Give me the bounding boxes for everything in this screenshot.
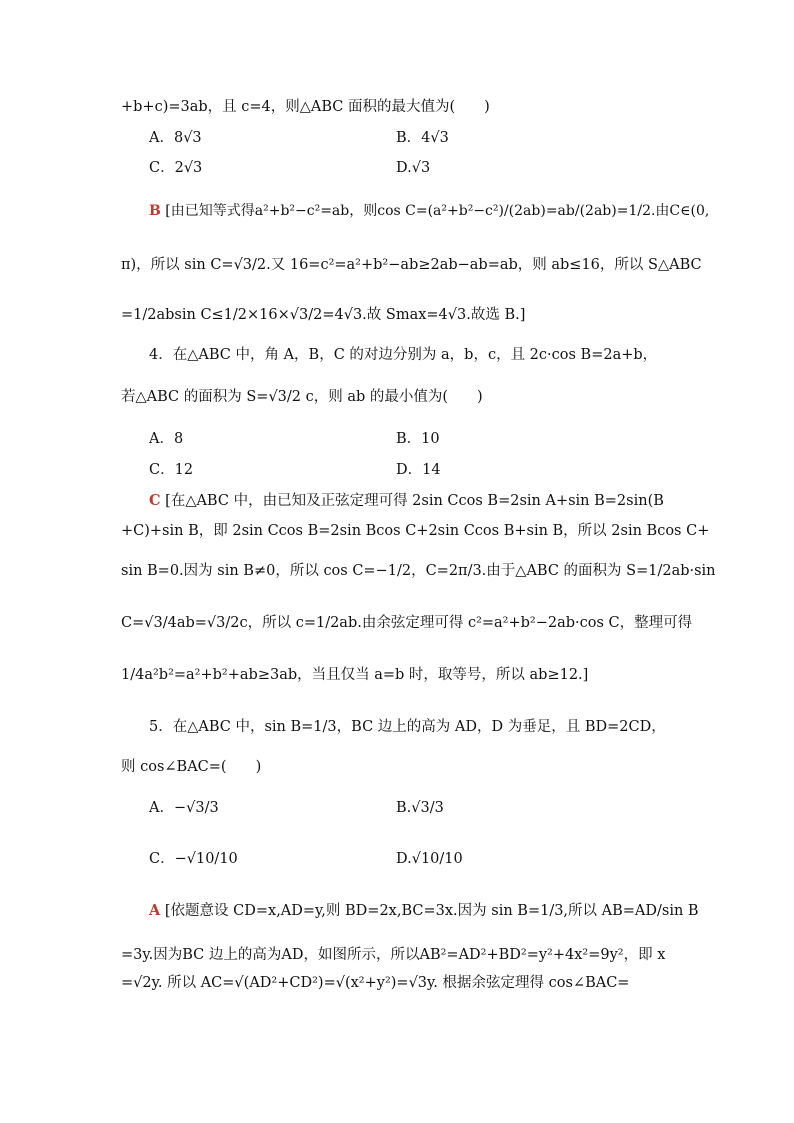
q5-answer-line1 xyxy=(149,900,699,922)
q5-stem-line1: 5．在△ABC 中，sin B=1/3，BC 边上的高为 AD，D 为垂足，且 BD=2CD， xyxy=(149,719,666,735)
q4-option-c: C．12 xyxy=(149,462,194,478)
q5-answer-letter: A xyxy=(149,902,161,919)
q4-solution-line3: sin B=0.因为 sin B≠0，所以 cos C=−1/2，C=2π/3.由于△ABC 的面积为 S=1/2ab·sin xyxy=(121,563,716,579)
q5-option-b: B.√3/3 xyxy=(396,800,444,816)
q5-solution-text: [依题意设 CD=x,AD=y,则 BD=2x,BC=3x.因为 sin B=1/3,所以 AB=AD/sin B xyxy=(164,903,699,919)
q4-solution-line2: +C)+sin B，即 2sin Ccos B=2sin Bcos C+2sin Ccos B+sin B，所以 2sin Bcos C+ xyxy=(121,523,710,539)
q3-solution-line3: =1/2absin C≤1/2×16×√3/2=4√3.故 Smax=4√3.故选 B.] xyxy=(121,307,526,323)
q3-answer-line1 xyxy=(149,200,709,222)
q4-option-a: A．8 xyxy=(149,431,184,447)
q5-option-c: C．−√10/10 xyxy=(149,851,238,867)
q4-answer-line1 xyxy=(149,490,664,512)
q4-solution-line5: 1/4a²b²=a²+b²+ab≥3ab，当且仅当 a=b 时，取等号，所以 ab≥12.] xyxy=(121,667,589,683)
q4-answer-letter: C xyxy=(149,492,161,509)
q3-stem-tail: +b+c)=3ab，且 c=4，则△ABC 面积的最大值为( ) xyxy=(121,99,490,115)
q3-solution-line2: π)，所以 sin C=√3/2.又 16=c²=a²+b²−ab≥2ab−ab=ab，则 ab≤16，所以 S△ABC xyxy=(121,257,702,273)
q4-solution-text: [在△ABC 中，由已知及正弦定理可得 2sin Ccos B=2sin A+sin B=2sin(B xyxy=(165,493,664,509)
q3-option-a: A．8√3 xyxy=(149,130,202,146)
q3-answer-letter: B xyxy=(149,203,161,219)
q5-option-a: A．−√3/3 xyxy=(149,800,219,816)
q5-solution-line3: =√2y. 所以 AC=√(AD²+CD²)=√(x²+y²)=√3y. 根据余弦定理得 cos∠BAC= xyxy=(121,975,630,991)
q3-solution-text: [由已知等式得a²+b²−c²=ab，则cos C=(a²+b²−c²)/(2ab)=ab/(2ab)=1/2.由C∈(0, xyxy=(165,203,710,219)
q4-option-d: D．14 xyxy=(396,462,441,478)
q5-stem-line2: 则 cos∠BAC=( ) xyxy=(121,759,262,775)
q3-option-d: D.√3 xyxy=(396,160,431,176)
q4-stem-line2: 若△ABC 的面积为 S=√3/2 c，则 ab 的最小值为( ) xyxy=(121,389,483,405)
q4-stem-line1: 4．在△ABC 中，角 A，B，C 的对边分别为 a，b，c，且 2c·cos B=2a+b， xyxy=(149,347,658,363)
q3-option-b: B．4√3 xyxy=(396,130,449,146)
q4-solution-line4: C=√3/4ab=√3/2c，所以 c=1/2ab.由余弦定理可得 c²=a²+b²−2ab·cos C，整理可得 xyxy=(121,615,693,631)
q4-option-b: B．10 xyxy=(396,431,440,447)
q5-option-d: D.√10/10 xyxy=(396,851,463,867)
q3-option-c: C．2√3 xyxy=(149,160,203,176)
q5-solution-line2: =3y.因为BC 边上的高为AD，如图所示，所以AB²=AD²+BD²=y²+4x²=9y²，即 x xyxy=(121,947,666,963)
